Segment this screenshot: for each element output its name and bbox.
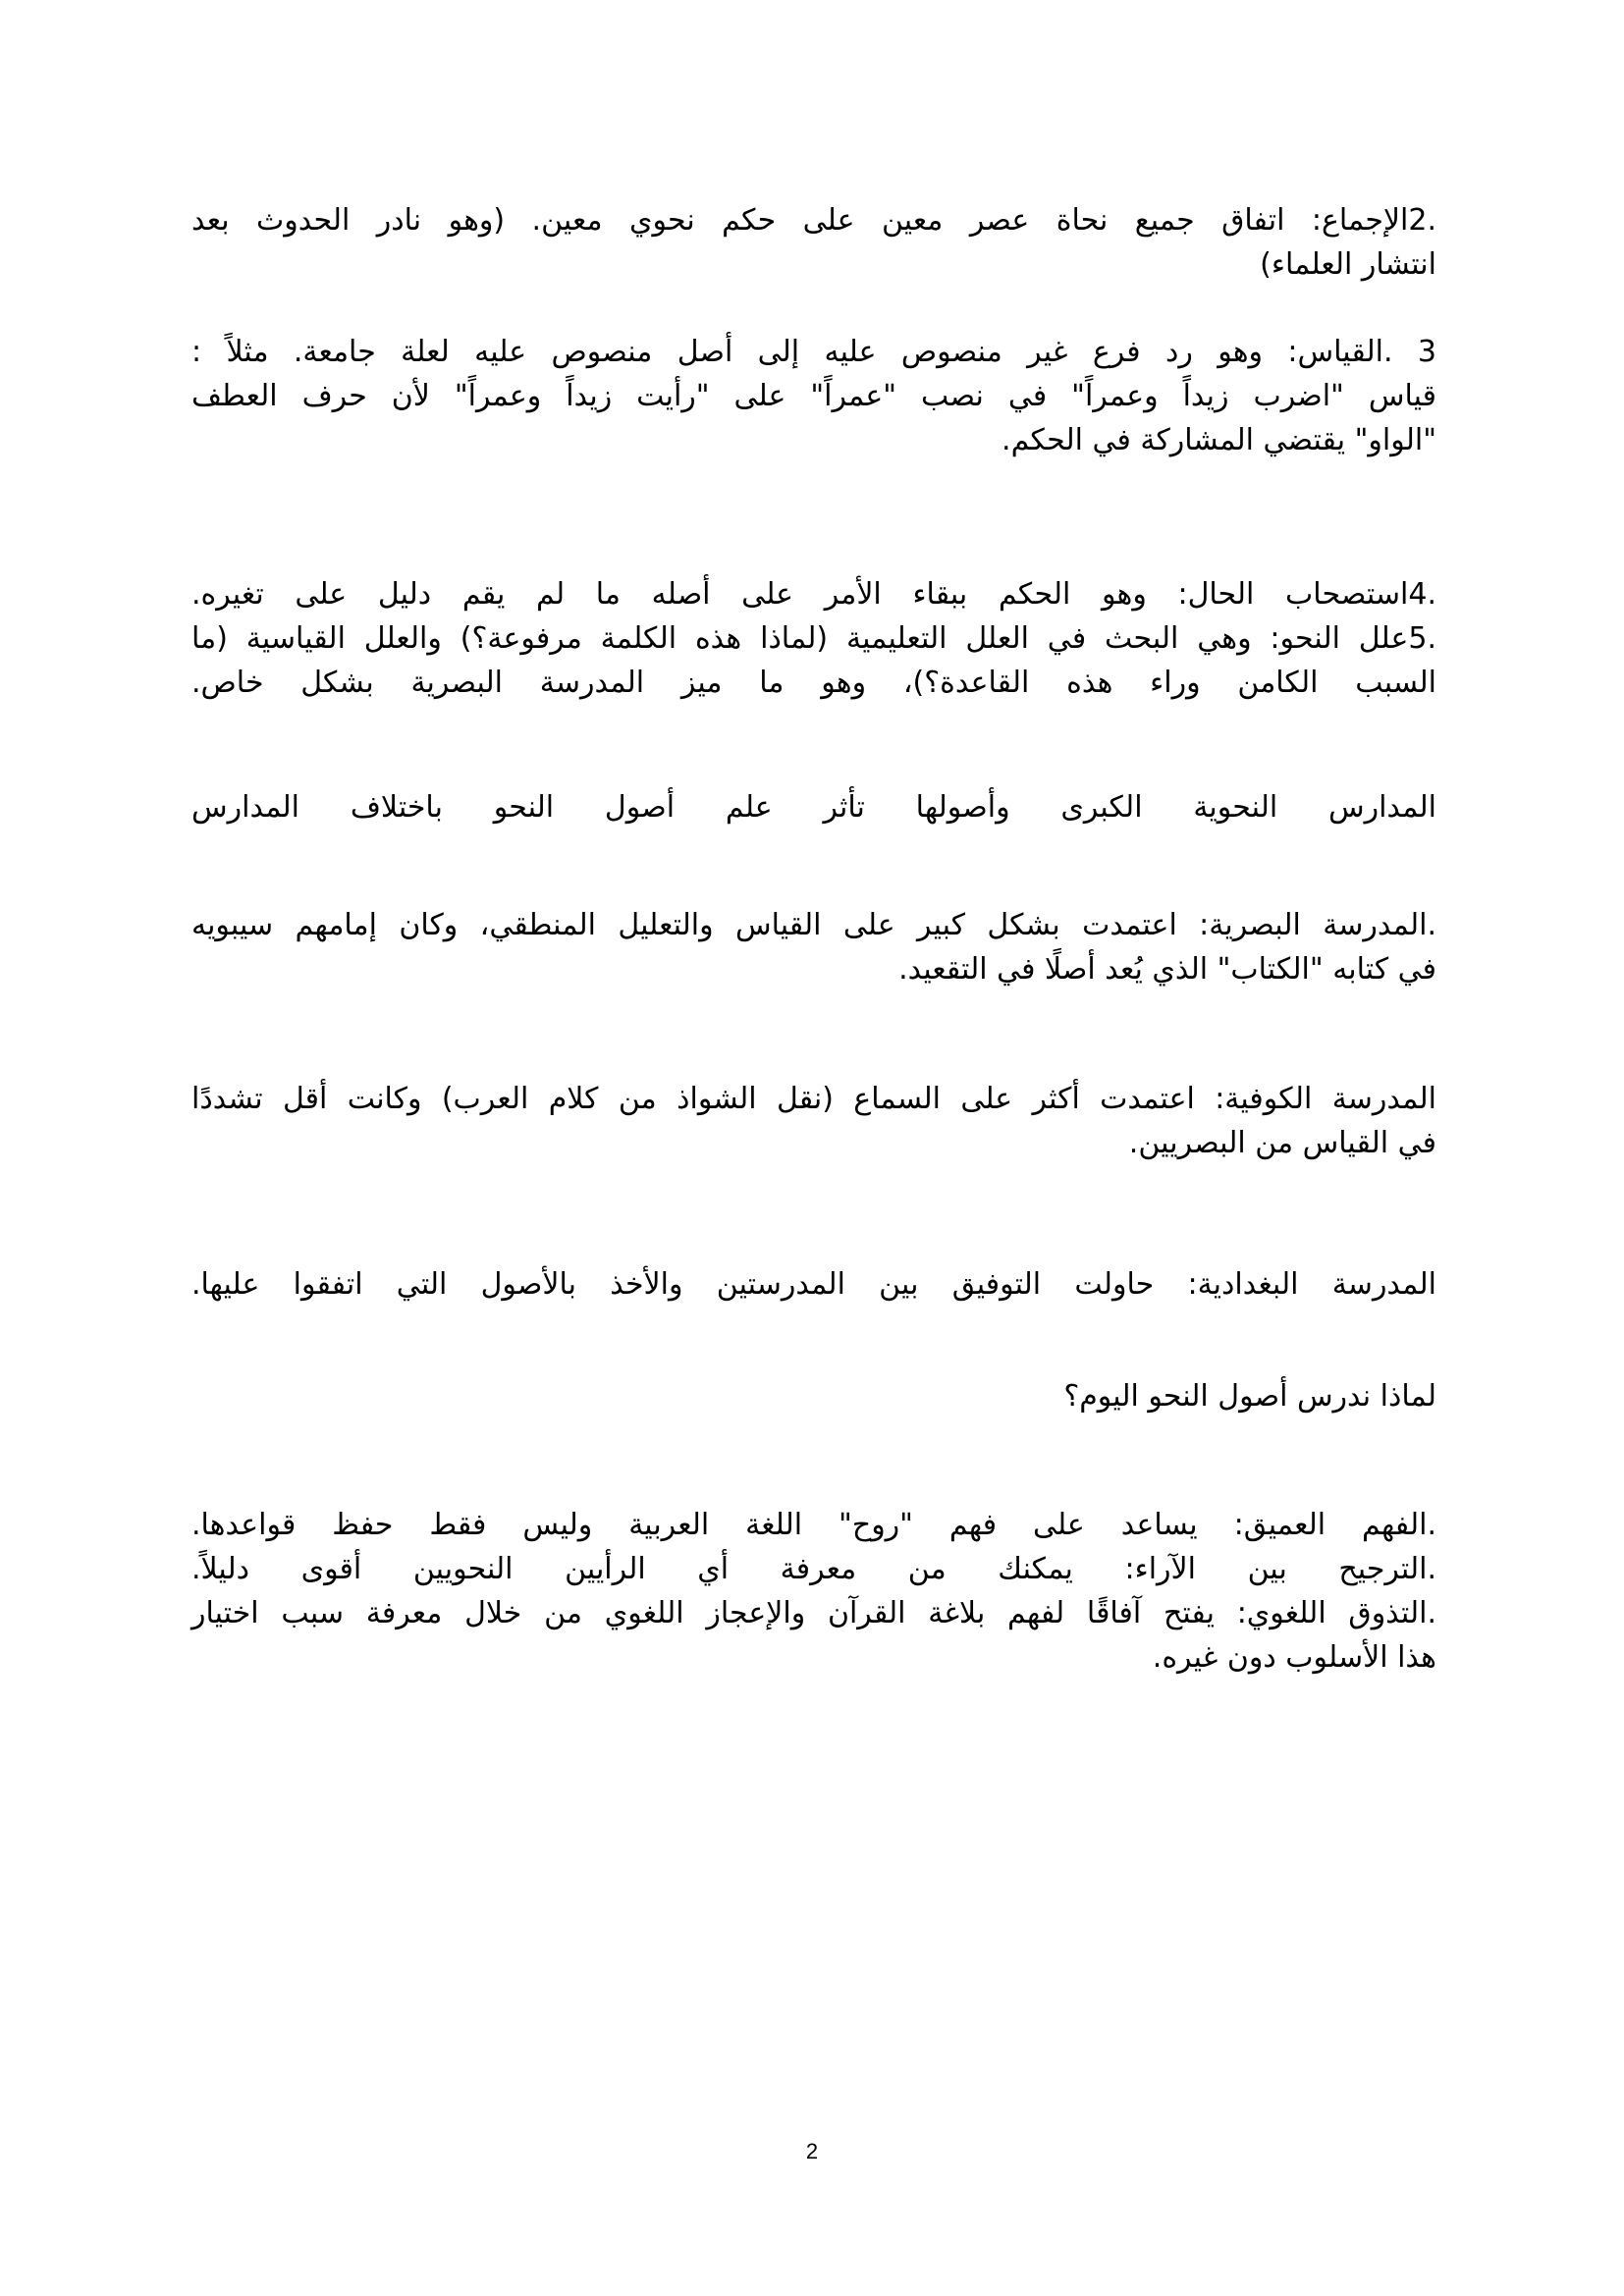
paragraph-qiyas bbox=[191, 330, 1436, 462]
paragraph-why-question bbox=[191, 1374, 1436, 1418]
text-line: .4استصحاب الحال: وهو الحكم ببقاء الأمر على أصله ما لم يقم دليل على تغيره. bbox=[191, 577, 1436, 612]
text-line: .الفهم العميق: يساعد على فهم "روح" اللغة العربية وليس فقط حفظ قواعدها. bbox=[191, 1508, 1436, 1542]
paragraph-madaris-heading bbox=[191, 785, 1436, 829]
paragraph-istishab-ilal bbox=[191, 572, 1436, 705]
section-question: لماذا ندرس أصول النحو اليوم؟ bbox=[1063, 1379, 1436, 1414]
page-number: 2 bbox=[805, 2139, 819, 2163]
text-line: .الترجيح بين الآراء: يمكنك من معرفة أي الرأيين النحويين أقوى دليلاً. bbox=[191, 1552, 1436, 1586]
text-line: السبب الكامن وراء هذه القاعدة؟)، وهو ما ميز المدرسة البصرية بشكل خاص. bbox=[191, 666, 1436, 700]
text-line: في كتابه "الكتاب" الذي يُعد أصلًا في التقعيد. bbox=[898, 952, 1436, 987]
text-line: في القياس من البصريين. bbox=[1128, 1126, 1436, 1160]
text-line: .التذوق اللغوي: يفتح آفاقًا لفهم بلاغة القرآن والإعجاز اللغوي من خلال معرفة سبب اختيار bbox=[191, 1596, 1436, 1630]
paragraph-reasons bbox=[191, 1503, 1436, 1680]
text-line: .المدرسة البصرية: اعتمدت بشكل كبير على القياس والتعليل المنطقي، وكان إمامهم سيبويه bbox=[191, 908, 1436, 942]
paragraph-baghdad bbox=[191, 1262, 1436, 1307]
text-line: انتشار العلماء) bbox=[1260, 247, 1436, 282]
text-line: .2الإجماع: اتفاق جميع نحاة عصر معين على حكم نحوي معين. (وهو نادر الحدوث بعد bbox=[191, 203, 1436, 238]
paragraph-basra bbox=[191, 903, 1436, 991]
text-line: المدرسة الكوفية: اعتمدت أكثر على السماع (نقل الشواذ من كلام العرب) وكانت أقل تشددًا bbox=[191, 1082, 1436, 1116]
text-line: 3 .القياس: وهو رد فرع غير منصوص عليه إلى أصل منصوص عليه لعلة جامعة. مثلاً : bbox=[191, 335, 1436, 369]
paragraph-ijma bbox=[191, 198, 1436, 287]
paragraph-kufa bbox=[191, 1077, 1436, 1165]
text-line: .5علل النحو: وهي البحث في العلل التعليمية (لماذا هذه الكلمة مرفوعة؟) والعلل القياسية (ما bbox=[191, 621, 1436, 656]
text-line: المدرسة البغدادية: حاولت التوفيق بين المدرستين والأخذ بالأصول التي اتفقوا عليها. bbox=[191, 1267, 1436, 1302]
text-line: هذا الأسلوب دون غيره. bbox=[1152, 1640, 1436, 1675]
text-line: المدارس النحوية الكبرى وأصولها تأثر علم أصول النحو باختلاف المدارس bbox=[191, 790, 1436, 825]
text-line: "الواو" يقتضي المشاركة في الحكم. bbox=[1001, 423, 1436, 457]
text-line: قياس "اضرب زيداً وعمراً" في نصب "عمراً" على "رأيت زيداً وعمراً" لأن حرف العطف bbox=[191, 379, 1436, 413]
